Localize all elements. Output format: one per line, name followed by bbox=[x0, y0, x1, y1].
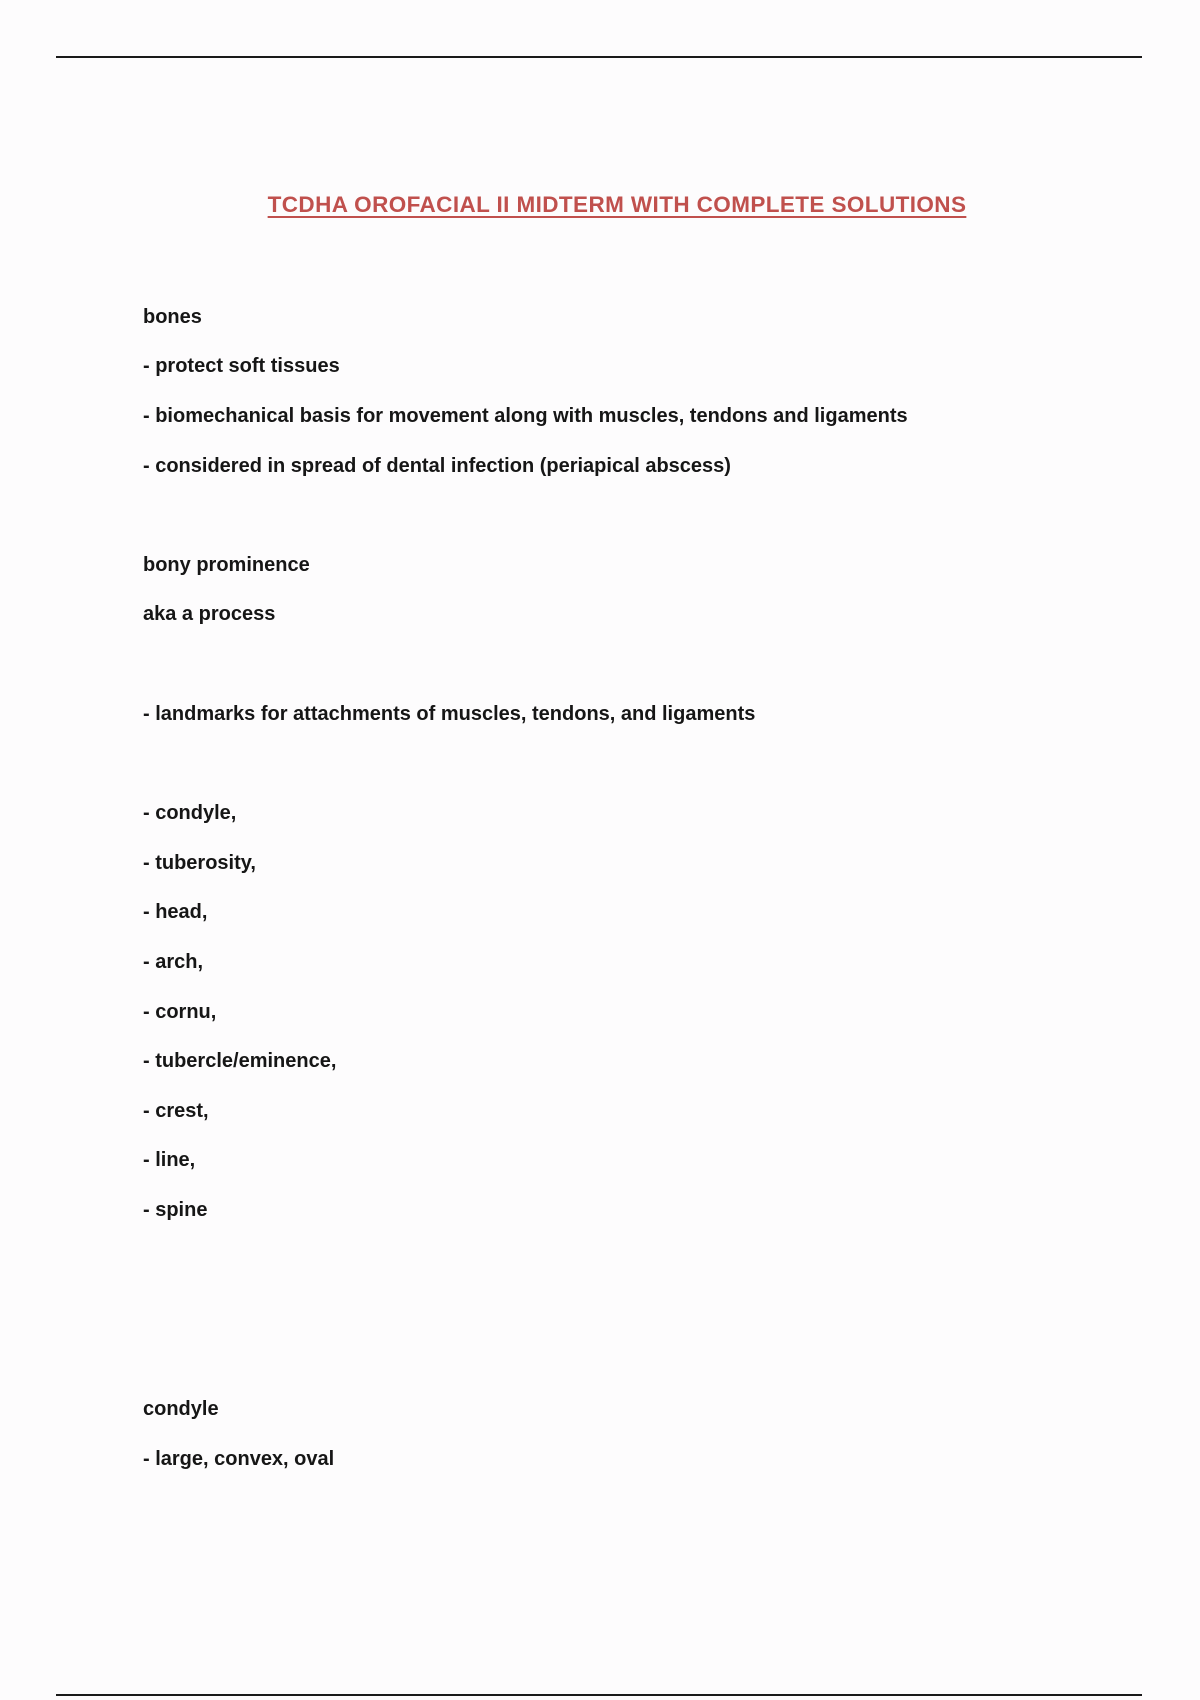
definition-line: - protect soft tissues bbox=[143, 355, 340, 377]
term-heading: bony prominence bbox=[143, 554, 310, 576]
list-item: - tubercle/eminence, bbox=[143, 1050, 337, 1072]
term-heading: bones bbox=[143, 306, 202, 328]
list-item: - cornu, bbox=[143, 1001, 217, 1023]
definition-line: - biomechanical basis for movement along with muscles, tendons and ligaments bbox=[143, 405, 908, 427]
term-heading: condyle bbox=[143, 1398, 219, 1420]
list-item: - crest, bbox=[143, 1100, 209, 1122]
definition-line: aka a process bbox=[143, 603, 276, 625]
definition-line: - large, convex, oval bbox=[143, 1448, 335, 1470]
document-title: TCDHA OROFACIAL II MIDTERM WITH COMPLETE SOLUTIONS bbox=[267, 192, 967, 217]
definition-line: - landmarks for attachments of muscles, tendons, and ligaments bbox=[143, 703, 756, 725]
footer-rule bbox=[56, 1694, 1142, 1696]
list-item: - line, bbox=[143, 1149, 196, 1171]
list-item: - condyle, bbox=[143, 802, 237, 824]
list-item: - arch, bbox=[143, 951, 204, 973]
list-item: - head, bbox=[143, 901, 208, 923]
list-item: - spine bbox=[143, 1199, 208, 1221]
list-item: - tuberosity, bbox=[143, 852, 256, 874]
header-rule bbox=[56, 56, 1142, 58]
definition-line: - considered in spread of dental infection (periapical abscess) bbox=[143, 455, 731, 477]
